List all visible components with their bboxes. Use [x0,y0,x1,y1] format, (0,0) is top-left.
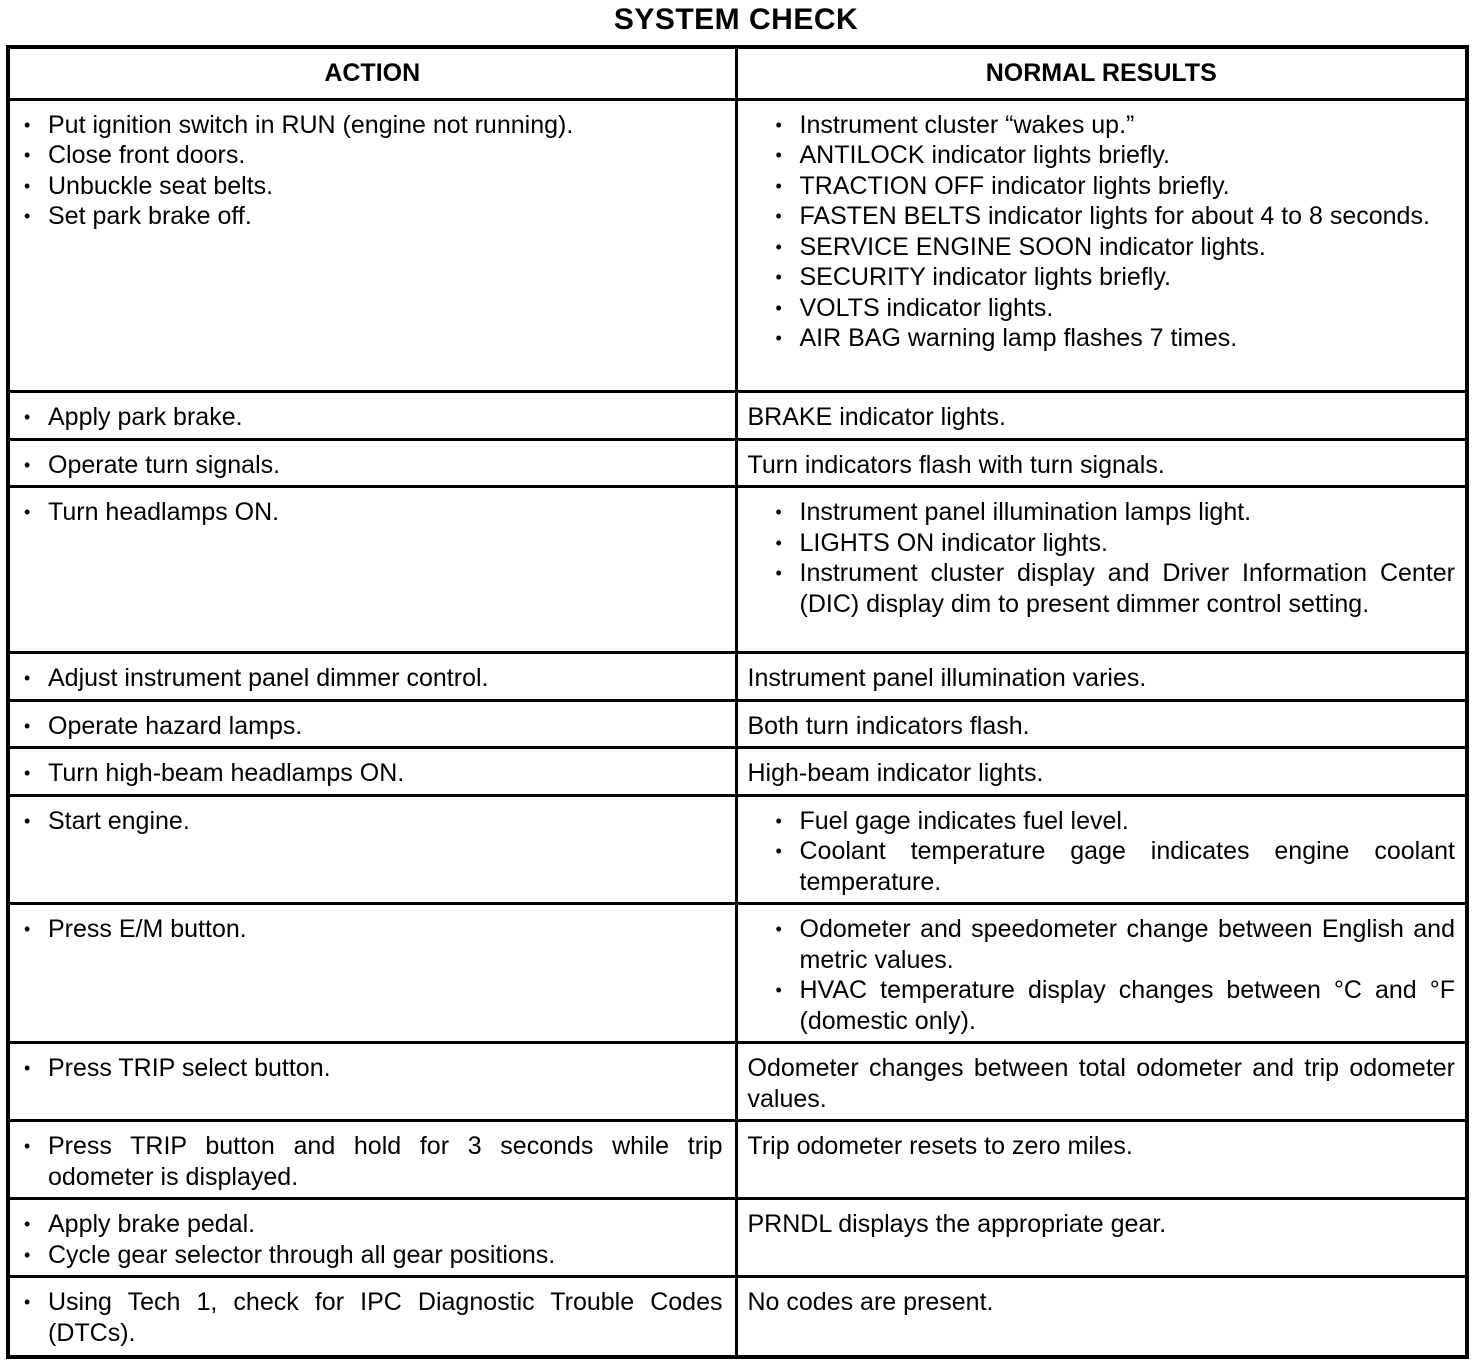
list-item: • SERVICE ENGINE SOON indicator lights. [800,232,1456,263]
table-row [8,391,1467,439]
action-cell [8,1043,736,1121]
list-item: • Set park brake off. [48,201,723,232]
action-cell [8,439,736,487]
list-item: • TRACTION OFF indicator lights briefly. [800,171,1456,202]
list-item: • Instrument cluster “wakes up.” [800,110,1456,141]
list-item: • ANTILOCK indicator lights briefly. [800,140,1456,171]
list-item: • Turn high-beam headlamps ON. [48,758,723,789]
action-cell [8,1121,736,1199]
results-cell [736,1277,1467,1357]
result-text: High-beam indicator lights. [747,759,1044,787]
results-header-label: NORMAL RESULTS [985,59,1217,87]
results-list [738,101,1466,359]
action-cell [8,795,736,904]
list-item: • VOLTS indicator lights. [800,293,1456,324]
results-cell [736,795,1467,904]
action-list [10,488,735,533]
action-list [10,749,735,794]
results-cell [736,653,1467,701]
list-item: • Odometer and speedometer change between English and metric values. [800,914,1456,975]
list-item: • Press TRIP button and hold for 3 seconds while trip odometer is displayed. [48,1131,723,1192]
action-list [10,702,735,747]
action-cell [8,391,736,439]
list-item: • Fuel gage indicates fuel level. [800,806,1456,837]
result-text: Trip odometer resets to zero miles. [747,1132,1133,1160]
table-row [8,904,1467,1043]
result-text: No codes are present. [747,1288,994,1316]
result-text: Odometer changes between total odometer and trip odometer values. [747,1054,1455,1113]
list-item: • Press TRIP select button. [48,1053,723,1084]
results-cell [736,904,1467,1043]
action-cell [8,1277,736,1357]
action-list [10,1044,735,1089]
action-cell [8,99,736,391]
action-list [10,1122,735,1197]
results-cell [736,391,1467,439]
list-item: • Put ignition switch in RUN (engine not running). [48,110,723,141]
list-item: • SECURITY indicator lights briefly. [800,262,1456,293]
table-row [8,1277,1467,1357]
list-item: • Turn headlamps ON. [48,497,723,528]
page-title: SYSTEM CHECK [613,3,859,36]
results-cell [736,1121,1467,1199]
action-header-label: ACTION [324,59,421,87]
list-item: • Unbuckle seat belts. [48,171,723,202]
list-item: • AIR BAG warning lamp flashes 7 times. [800,323,1456,354]
results-list [738,905,1466,1041]
action-cell [8,700,736,748]
table-row [8,439,1467,487]
action-cell [8,904,736,1043]
list-item: • Press E/M button. [48,914,723,945]
table-body [8,99,1467,1357]
action-list [10,441,735,486]
list-item: • Adjust instrument panel dimmer control. [48,663,723,694]
results-cell [736,1043,1467,1121]
table-row [8,1199,1467,1277]
table-row [8,1121,1467,1199]
result-text: Both turn indicators flash. [747,711,1030,740]
list-item: • Apply park brake. [48,402,723,433]
list-item: • Start engine. [48,806,723,837]
result-text: Turn indicators flash with turn signals. [747,450,1165,479]
results-list [738,797,1466,903]
action-list [10,905,735,950]
list-item: • Cycle gear selector through all gear positions. [48,1240,723,1271]
list-item: • Apply brake pedal. [48,1209,723,1240]
action-cell [8,487,736,653]
action-cell [8,653,736,701]
results-cell [736,99,1467,391]
table-row [8,653,1467,701]
result-text: PRNDL displays the appropriate gear. [747,1210,1167,1238]
list-item: • Operate hazard lamps. [48,711,723,742]
list-item: • Operate turn signals. [48,450,723,481]
table-row [8,1043,1467,1121]
action-cell [8,1199,736,1277]
results-cell [736,487,1467,653]
list-item: • Using Tech 1, check for IPC Diagnostic Trouble Codes (DTCs). [48,1287,723,1348]
result-text: Instrument panel illumination varies. [747,664,1147,692]
result-text: BRAKE indicator lights. [747,402,1006,431]
results-list [738,488,1466,624]
results-cell [736,700,1467,748]
table-row [8,795,1467,904]
results-cell [736,439,1467,487]
action-list [10,393,735,438]
action-list [10,797,735,842]
list-item: • Coolant temperature gage indicates engine coolant temperature. [800,836,1456,897]
action-list [10,1200,735,1275]
table-row [8,748,1467,796]
results-cell [736,1199,1467,1277]
action-column-header [8,47,736,99]
table-row [8,487,1467,653]
action-list [10,1278,735,1353]
list-item: • Instrument cluster display and Driver Information Center (DIC) display dim to present dimmer control setting. [800,558,1456,619]
table-row [8,99,1467,391]
action-cell [8,748,736,796]
list-item: • HVAC temperature display changes between °C and °F (domestic only). [800,975,1456,1036]
system-check-table [6,45,1469,1359]
header-row [8,47,1467,99]
action-list [10,101,735,237]
action-list [10,654,735,699]
list-item: • FASTEN BELTS indicator lights for about 4 to 8 seconds. [800,201,1456,232]
list-item: • Close front doors. [48,140,723,171]
results-column-header [736,47,1467,99]
table-row [8,700,1467,748]
list-item: • LIGHTS ON indicator lights. [800,528,1456,559]
results-cell [736,748,1467,796]
list-item: • Instrument panel illumination lamps light. [800,497,1456,528]
